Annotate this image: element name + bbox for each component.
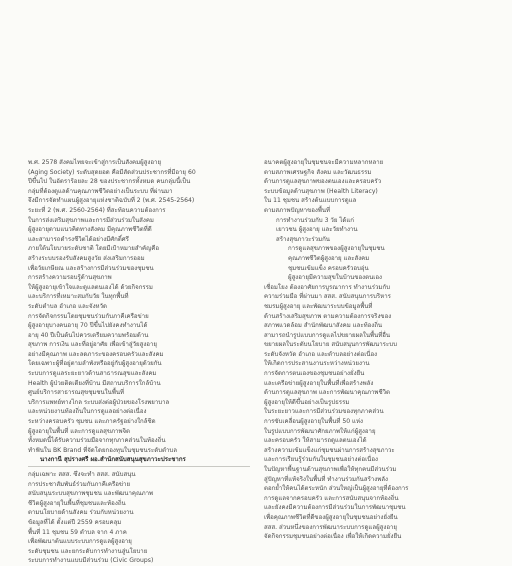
- text-line: ระยะที่ 2 (พ.ศ. 2560-2564) ที่สะท้อนความต้องการ: [28, 206, 166, 214]
- text-line: ระดับชุมชน และยกระดับการทำงานสู่นโยบาย: [28, 547, 148, 555]
- text-line: การดูแลจากครอบครัว และการสนับสนุนจากท้องถิ่น: [264, 494, 399, 502]
- text-line: ผู้สูงอายุให้ดีขึ้นอย่างเป็นรูปธรรม: [264, 398, 350, 406]
- text-line: พ.ศ. 2578 สังคมไทยจะเข้าสู่การเป็นสังคมผู้สูงอายุ: [28, 159, 162, 166]
- text-line: และยังคงมีความต้องการมีส่วนร่วมในการพัฒนาชุมชน: [264, 504, 406, 512]
- text-line: ผู้สูงอายุตามแนวคิดทางสังคม มีคุณภาพชีวิตที่ดี: [28, 226, 152, 234]
- text-line: บริการแพทย์ทางไกล ระบบส่งต่อผู้ป่วยของโรงพยาบาล: [28, 398, 170, 406]
- right-paragraph-2: [264, 216, 490, 245]
- text-line: ตอกย้ำให้คนได้ตระหนัก ส่วนใหญ่เป็นผู้สูงอายุที่ต้องการ: [264, 485, 409, 493]
- text-line: กลุ่มที่ต้องดูแลด้านคุณภาพชีวิตอย่างเป็นระบบ ที่ผ่านมา: [28, 187, 173, 195]
- text-line: โดยเฉพาะผู้ที่อยู่ตามลำพังหรืออยู่กับผู้สูงอายุด้วยกัน: [28, 360, 162, 368]
- text-line: สสส. ส่วนหนึ่งของการพัฒนาระบบการดูแลผู้สูงอายุ: [264, 523, 397, 531]
- text-line: อนาคตผู้สูงอายุในชุมชนจะมีความหลากหลาย: [264, 159, 384, 166]
- text-line: พื้นที่ 11 ชุมชน 59 ตำบล จาก 4 ภาค: [28, 528, 127, 536]
- right-paragraph-1: [264, 158, 490, 216]
- text-line: ชีวิตผู้สูงอายุในพื้นที่ชุมชนและท้องถิ่น: [28, 499, 126, 507]
- text-line: Health ผู้ป่วยติดเตียงที่บ้าน มีสถานบริการใกล้บ้าน: [28, 379, 161, 387]
- text-line: อย่างมีคุณภาพ และลดภาระของครอบครัวและสังคม: [28, 350, 164, 358]
- text-line: สู่ปัญหาที่แท้จริงในพื้นที่ ทำงานร่วมกันสร้างพลัง: [264, 475, 388, 483]
- article-body-part-1: [28, 158, 250, 455]
- text-line: ศูนย์บริการสาธารณสุขชุมชนในพื้นที่: [28, 389, 125, 397]
- text-line: การประชาสัมพันธ์ร่วมกับภาคีเครือข่าย: [28, 480, 131, 488]
- text-line: และหน่วยงานท้องถิ่นในการดูแลอย่างต่อเนื่อง: [28, 408, 147, 416]
- text-line: จัดกิจกรรมชุมชนอย่างต่อเนื่อง เพื่อให้เกิดความยั่งยืน: [264, 533, 402, 541]
- text-line: ผู้สูงอายุมีความสุขในบ้านของตนเอง: [288, 274, 382, 282]
- text-line: ปีขึ้นไป ในอัตราร้อยละ 28 ของประชากรทั้งหมด คนกลุ่มนี้เป็น: [28, 178, 191, 186]
- text-line: (Aging Society) ระดับสุดยอด คือมีสัดส่วนประชากรที่มีอายุ 60: [28, 168, 196, 176]
- text-line: ข้อมูลที่ได้ ตั้งแต่ปี 2559 ครอบคลุม: [28, 518, 122, 526]
- text-line: การดูแลสุขภาพของผู้สูงอายุในชุมชน: [288, 245, 385, 253]
- text-line: ด้านการดูแลสุขภาพ และการพัฒนาคุณภาพชีวิต: [264, 389, 390, 397]
- section-divider: [28, 466, 250, 467]
- right-paragraph-5: [264, 417, 490, 484]
- text-line: สภาพแวดล้อม สำนักพัฒนาสังคม และท้องถิ่น: [264, 322, 383, 330]
- text-line: ใน 11 ชุมชน สร้างต้นแบบการดูแล: [264, 197, 357, 205]
- right-paragraph-4: [264, 283, 490, 417]
- text-line: ระบบข้อมูลด้านสุขภาพ (Health Literacy): [264, 187, 378, 195]
- text-line: ตามนโยบายด้านสังคม ร่วมกับหน่วยงาน: [28, 509, 134, 517]
- text-line: กลุ่มเฉพาะ สสส. ซึ่งจะทำ สสส. สนับสนุน: [28, 471, 136, 478]
- text-line: ด้านการดูแลสุขภาพของตนเองและครอบครัว: [264, 178, 382, 186]
- text-line: ให้เกิดการประสานงานระหว่างหน่วยงาน: [264, 360, 370, 368]
- text-line: ด้านสร้างเสริมสุขภาพ ตามความต้องการจริงของ: [264, 312, 392, 320]
- text-line: ผู้สูงอายุบางคนอายุ 70 ปีขึ้นไปยังคงทำงานได้: [28, 322, 148, 330]
- text-line: ระดับจังหวัด อำเภอ และตำบลอย่างต่อเนื่อง: [264, 350, 378, 358]
- text-line: การขับเคลื่อนผู้สูงอายุในพื้นที่ 50 แห่ง: [264, 418, 363, 426]
- text-line: ตามสภาพเศรษฐกิจ สังคม และวัฒนธรรม: [264, 168, 372, 176]
- text-line: ระบบการทำงานแบบมีส่วนร่วม (Civic Groups): [28, 557, 154, 565]
- text-line: การจัดกิจกรรมโดยชุมชนร่วมกับภาคีเครือข่าย: [28, 312, 149, 320]
- text-line: ผู้สูงอายุในพื้นที่ และการดูแลสุขภาพจิต: [28, 427, 131, 435]
- text-line: ภายใต้นโยบายระดับชาติ โดยมีเป้าหมายสำคัญคือ: [28, 245, 159, 253]
- right-column: [264, 158, 490, 542]
- text-line: เพื่อคุณภาพชีวิตที่ดีของผู้สูงอายุในชุมชนอย่างยั่งยืน: [264, 513, 398, 521]
- text-line: ระหว่างครอบครัว ชุมชน และภาครัฐอย่างใกล้ชิด: [28, 418, 156, 426]
- text-line: และบริการที่เหมาะสมกับวัย ในทุกพื้นที่: [28, 293, 129, 301]
- text-line: ทำฟันใน BK Brand ที่จัดโดยกองทุนในชุมชนระดับตำบล: [28, 446, 177, 454]
- text-line: และเครือข่ายผู้สูงอายุในพื้นที่เพื่อสร้างพลัง: [264, 379, 374, 387]
- text-line: สร้างสุขภาวะร่วมกัน: [276, 235, 330, 243]
- text-line: เชื่อมโยง ต้องอาศัยการบูรณาการ ทำงานร่วมกับ: [264, 283, 390, 291]
- text-line: ในปัญหาพื้นฐานด้านสุขภาพเพื่อให้ทุกคนมีส่วนร่วม: [264, 466, 397, 473]
- text-line: และครอบครัว ให้สามารถดูแลตนเองได้: [264, 437, 367, 445]
- text-line: ระดับตำบล อำเภอ และจังหวัด: [28, 302, 107, 310]
- text-line: คุณภาพชีวิตผู้สูงอายุ และสังคม: [288, 254, 370, 262]
- text-line: สร้างระบบรองรับสังคมสูงวัย ส่งเสริมการออม: [28, 254, 145, 262]
- text-line: ในรูปแบบการพัฒนาศักยภาพให้แก่ผู้สูงอายุ: [264, 427, 376, 435]
- left-column: [28, 158, 250, 465]
- text-line: และการเรียนรู้ร่วมกันในชุมชนอย่างต่อเนื่อง: [264, 456, 378, 464]
- text-line: จึงมีการจัดทำแผนผู้สูงอายุแห่งชาติฉบับที่ 2 (พ.ศ. 2545-2564): [28, 197, 195, 205]
- text-line: ระบบการดูแลระยะยาวด้านสาธารณสุขและสังคม: [28, 370, 157, 378]
- right-paragraph-3: [264, 244, 490, 282]
- text-line: ตามสภาพปัญหาของพื้นที่: [264, 206, 331, 214]
- text-line: เพื่อพัฒนาต้นแบบระบบการดูแลผู้สูงอายุ: [28, 538, 132, 546]
- text-line: การจัดการตนเองของชุมชนอย่างยั่งยืน: [264, 370, 365, 378]
- text-line: สามารถนำรูปแบบการดูแลไปขยายผลในพื้นที่อื่น: [264, 331, 391, 339]
- text-line: สนับสนุนระบบสุขภาพชุมชน และพัฒนาคุณภาพ: [28, 490, 154, 498]
- text-line: ชมรมผู้สูงอายุ และพัฒนาระบบข้อมูลพื้นที่: [264, 302, 373, 310]
- text-line: การสร้างความรอบรู้ด้านสุขภาพ: [28, 274, 112, 282]
- text-line: สุขภาพ การเงิน และที่อยู่อาศัย เพื่อเข้าสู่วัยสูงอายุ: [28, 341, 157, 349]
- article-body-part-2: [28, 470, 250, 566]
- text-line: การทำงานร่วมกับ 3 วัย ได้แก่: [276, 216, 354, 224]
- text-line: ให้ผู้สูงอายุเข้าใจและดูแลตนเองได้ ด้วยกิจกรรม: [28, 283, 153, 291]
- text-line: ในระยะยาวและการมีส่วนร่วมของทุกภาคส่วน: [264, 408, 384, 416]
- left-column-lower: [28, 470, 250, 566]
- text-line: ชุมชนเข้มแข็ง ครอบครัวอบอุ่น: [288, 264, 369, 272]
- right-paragraph-6: [264, 484, 490, 542]
- text-line: และสามารถดำรงชีวิตได้อย่างมีศักดิ์ศรี: [28, 235, 129, 243]
- text-line: ความร่วมมือ ที่ผ่านมา สสส. สนับสนุนการบริหาร: [264, 293, 391, 301]
- text-line: ขยายผลในระดับนโยบาย สนับสนุนการพัฒนาระบบ: [264, 341, 397, 349]
- text-line: อายุ 40 ปีเป็นต้นไปควรเตรียมความพร้อมด้าน: [28, 331, 149, 339]
- text-line: ในการส่งเสริมสุขภาพและการมีส่วนร่วมในสังคม: [28, 216, 154, 224]
- text-line: สร้างความเข้มแข็งแก่ชุมชนผ่านการสร้างสุขภาวะ: [264, 446, 395, 454]
- article-byline: นางกานี สุปรางศรี ผอ.สำนักสนับสนุนสุขภาวะประชากร: [40, 456, 186, 464]
- text-line: เยาวชน ผู้สูงอายุ และวัยทำงาน: [276, 226, 358, 234]
- text-line: ทั้งหมดนี้ได้รับความร่วมมือจากทุกภาคส่วนในท้องถิ่น: [28, 437, 166, 445]
- text-line: เพื่อวัยเกษียณ และสร้างการมีส่วนร่วมของชุมชน: [28, 264, 154, 272]
